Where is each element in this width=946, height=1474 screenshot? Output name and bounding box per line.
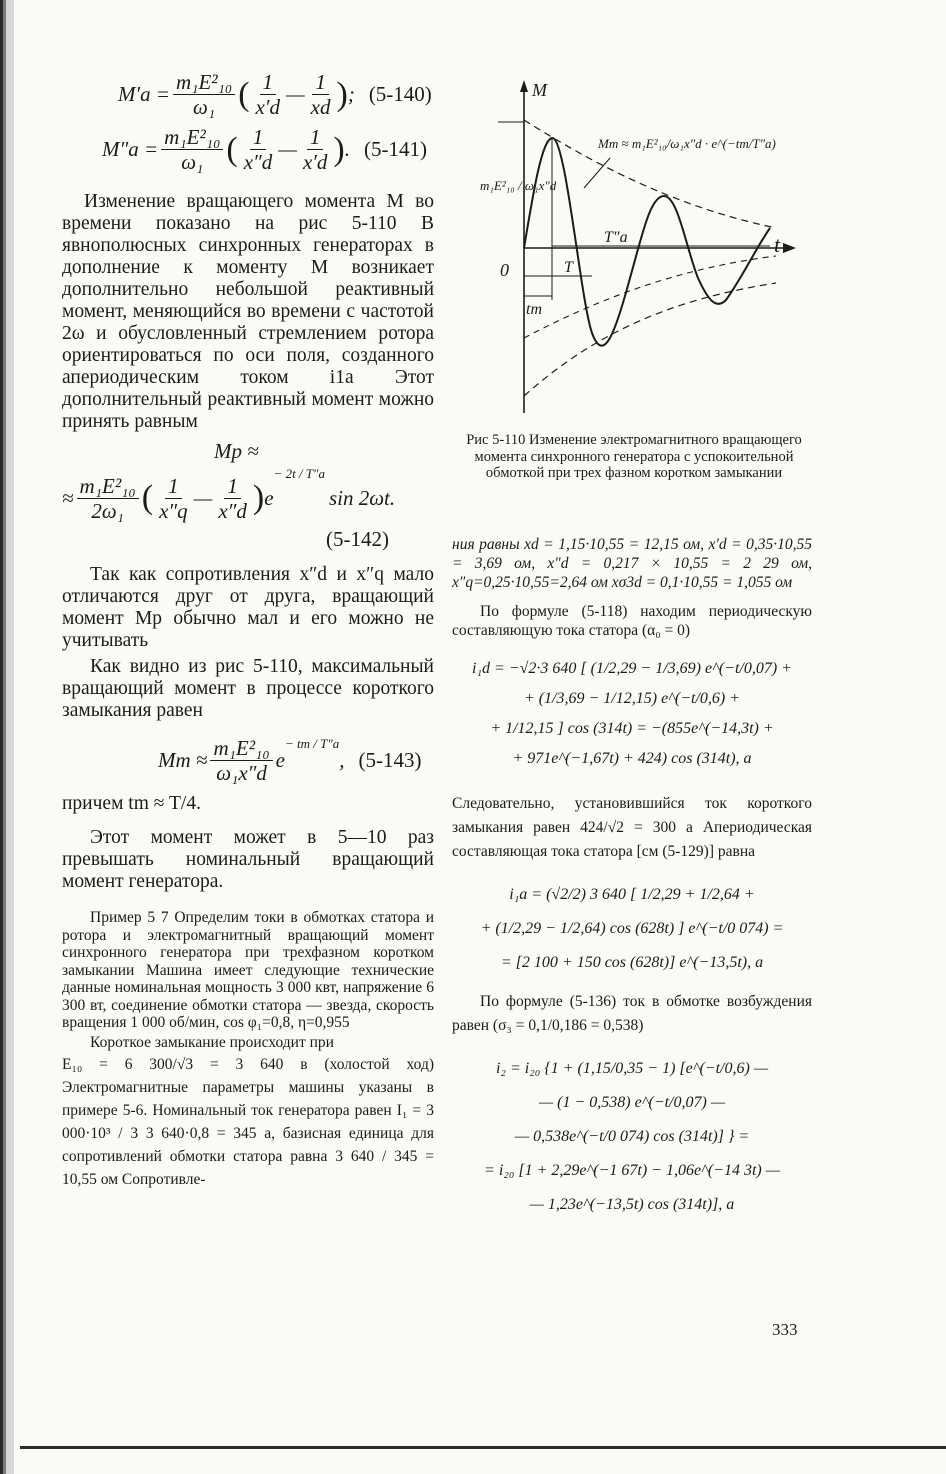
eq-den: x″d <box>243 150 273 175</box>
eq-den: ω₁ <box>181 150 204 175</box>
eq-num: 1 <box>260 70 277 95</box>
tm-label: tm <box>526 301 542 318</box>
example-parameters: E₁₀ = 6 300/√3 = 3 640 в (холостой ход) Электромагнитные параметры машины указаны в примере 5-6. Номинальный ток генератора равен I₁ = 3 000·10³ / 3 3 640·0,8 = 345 а, базисная единица для сопротивлений обмотки статора равна 3 640 / 345 = 10,55 ом Сопротивле- <box>62 1056 434 1189</box>
aperiodic-component <box>524 256 776 338</box>
example-5-7: Пример 5 7 Определим токи в обмотках статора и ротора и электромагнитный вращающий момент синхронного генератора при трехфазном коротком замыкании Машина имеет следующие технические данные номинальная мощность 3 000 квт, напряжение 6 300 вт, соединение обмотки статора — звезда, скорость вращения 1 000 об/мин, cos φ₁=0,8, η=0,955 <box>62 909 434 1032</box>
eq-num: m₁E²₁₀ <box>77 474 139 499</box>
paren: ( <box>226 130 238 168</box>
eq-lhs: M′a = <box>118 82 171 107</box>
left-column <box>62 70 434 1191</box>
eq-line: + 1/12,15 ] cos (314t) = −(855e^(−14,3t) + <box>490 720 774 737</box>
eq-fraction <box>241 125 276 174</box>
eq-den: x″q <box>159 498 188 523</box>
eq-num: m₁E²₁₀ <box>210 736 272 761</box>
eq-line: i₁a = (√2/2) 3 640 [ 1/2,29 + 1/2,64 + <box>509 886 755 903</box>
paren: ) <box>252 479 265 517</box>
eq-fraction <box>210 736 272 785</box>
eq-tail: . <box>344 137 350 162</box>
eq-line: + (1/3,69 − 1/12,15) e^(−t/0,6) + <box>523 690 741 707</box>
eq-line: i₁d = −√2·3 640 [ (1/2,29 − 1/3,69) e^(−t/0,07) + <box>472 660 792 677</box>
figure-5-110 <box>480 78 820 423</box>
paren: ) <box>333 130 345 168</box>
equation-i2 <box>452 1052 812 1222</box>
eq-line: = [2 100 + 150 cos (628t)] e^(−13,5t), а <box>500 954 764 971</box>
eq-den: x′d <box>255 95 280 120</box>
x-axis-label: t <box>774 232 781 257</box>
period-label: T <box>564 259 573 276</box>
page-binding-edge <box>0 0 14 1474</box>
eq-line: — 0,538e^(−t/0 074) cos (314t)] } = <box>514 1128 750 1145</box>
right-column <box>452 535 812 1222</box>
eq-fraction <box>156 474 191 523</box>
envelope-label: Mm ≈ m₁E²₁₀/ω₁x″d · e^(−tm/T″a) <box>598 136 776 151</box>
equation-number: (5-143) <box>358 747 422 772</box>
eq-fraction <box>300 125 330 174</box>
eq-line: i₂ = i₂₀ {1 + (1,15/0,35 − 1) [e^(−t/0,6) — <box>495 1060 769 1077</box>
scan-bottom-edge <box>20 1446 946 1449</box>
eq-line: = i₂₀ [1 + 2,29e^(−1 67t) − 1,06e^(−14 3t) — <box>484 1162 780 1179</box>
eq-num: m₁E²₁₀ <box>161 125 223 150</box>
eq-num: 1 <box>224 474 241 499</box>
paragraph-periodic-component: По формуле (5-118) находим периодическую составляющую тока статора (α₀ = 0) <box>452 603 812 639</box>
paragraph-max-torque: Как видно из рис 5-110, максимальный вращающий момент в процессе короткого замыкания равен <box>62 655 434 721</box>
x-axis-arrow <box>783 243 796 253</box>
paren: ( <box>238 75 250 113</box>
eq-num: 1 <box>312 70 329 95</box>
eq-line: — 1,23e^(−13,5t) cos (314t)], а <box>529 1196 735 1213</box>
equation-5-141 <box>102 125 434 174</box>
eq-lhs: Mm ≈ <box>158 747 208 772</box>
paragraph-steady-current: Следовательно, установившийся ток короткого замыкания равен 424/√2 = 300 а Апериодическая составляющая тока статора [см (5-129)] равна <box>452 795 812 860</box>
lower-envelope <box>524 283 776 396</box>
minus: — <box>193 485 213 510</box>
origin-label: 0 <box>500 260 509 280</box>
equation-number: (5-142) <box>326 526 389 551</box>
equation-number: (5-141) <box>363 137 427 162</box>
paragraph-torque-change: Изменение вращающего момента M во времени показано на рис 5-110 В явнополюсных синхронных генераторах в дополнение к моменту M возникает дополнительно небольшой реактивный момент, меняющийся во времени с частотой 2ω и обусловленный стремлением ротора ориентироваться по оси поля, созданного апериодическим током i1a Этот дополнительный реактивный момент можно принять равным <box>62 190 434 432</box>
tau-label: T″a <box>604 229 628 246</box>
y-axis-label: M <box>532 80 547 100</box>
page-number: 333 <box>772 1320 798 1339</box>
eq-num: 1 <box>307 125 324 150</box>
eq-den: xd <box>310 95 331 120</box>
eq-line: — (1 − 0,538) e^(−t/0,07) — <box>538 1094 726 1111</box>
equation-5-142 <box>62 439 434 552</box>
minus: — <box>278 137 297 162</box>
eq-fraction <box>253 70 283 119</box>
paragraph-field-current: По формуле (5-136) ток в обмотке возбуждения равен (σ₃ = 0,1/0,186 = 0,538) <box>452 993 812 1034</box>
eq-line: + 971e^(−1,67t) + 424) cos (314t), а <box>512 750 752 767</box>
y-axis-arrow <box>520 80 528 92</box>
torque-curve <box>524 138 770 346</box>
tm-relation: причем tm ≈ T/4. <box>62 793 201 815</box>
eq-den: x′d <box>302 150 328 175</box>
eq-exponent: − tm / T″a <box>284 735 340 751</box>
eq-fraction <box>77 474 139 523</box>
eq-lhs: Mp ≈ <box>214 438 259 463</box>
paragraph-resistance-values: ния равны xd = 1,15·10,55 = 12,15 ом, x′d = 0,35·10,55 = 3,69 ом, x″d = 0,217 × 10,55 = 2 29 ом, x″q=0,25·10,55=2,64 ом xσ3d = 0,1·10,55 = 1,055 ом <box>452 536 812 591</box>
eq-den: ω₁ <box>193 95 216 120</box>
paragraph-resistances: Так как сопротивления x″d и x″q мало отличаются друг от друга, вращающий момент Mp обычно мал и его можно не учитывать <box>62 563 434 651</box>
eq-tail: sin 2ωt. <box>328 485 396 510</box>
amplitude-label: m₁E²₁₀ / ω₁x″d <box>480 178 557 193</box>
eq-den: 2ω₁ <box>91 498 124 523</box>
paren: ( <box>141 479 154 517</box>
eq-tail: ; <box>347 82 355 107</box>
eq-fraction <box>173 70 235 119</box>
paren: ) <box>336 75 348 113</box>
eq-fraction <box>161 125 223 174</box>
figure-caption: Рис 5-110 Изменение электромагнитного вращающего момента синхронного генератора с успокоительной обмоткой при трех фазном коротком замыкании <box>466 432 802 481</box>
eq-fraction <box>215 474 250 523</box>
example-short-circuit: Короткое замыкание происходит при <box>90 1033 334 1051</box>
approx-sign: ≈ <box>62 485 74 510</box>
equation-i1a <box>452 878 812 980</box>
e-symbol: e <box>264 485 274 510</box>
eq-exponent: − 2t / T″a <box>273 465 325 481</box>
equation-i1d <box>452 654 812 774</box>
eq-num: m₁E²₁₀ <box>173 70 235 95</box>
eq-tail: , <box>339 747 345 772</box>
eq-den: x″d <box>218 498 247 523</box>
eq-fraction <box>308 70 334 119</box>
minus: — <box>285 82 305 107</box>
eq-den: ω₁x″d <box>216 760 267 785</box>
equation-5-140 <box>118 70 434 119</box>
equation-5-143 <box>158 736 434 785</box>
eq-lhs: M″a = <box>102 137 159 162</box>
paragraph-overload: Этот момент может в 5—10 раз превышать номинальный вращающий момент генератора. <box>62 827 434 893</box>
e-symbol: e <box>275 747 285 772</box>
eq-num: 1 <box>165 474 182 499</box>
equation-number: (5-140) <box>368 82 432 107</box>
eq-line: + (1/2,29 − 1/2,64) cos (628t) ] e^(−t/0 074) = <box>480 920 784 937</box>
eq-num: 1 <box>250 125 267 150</box>
